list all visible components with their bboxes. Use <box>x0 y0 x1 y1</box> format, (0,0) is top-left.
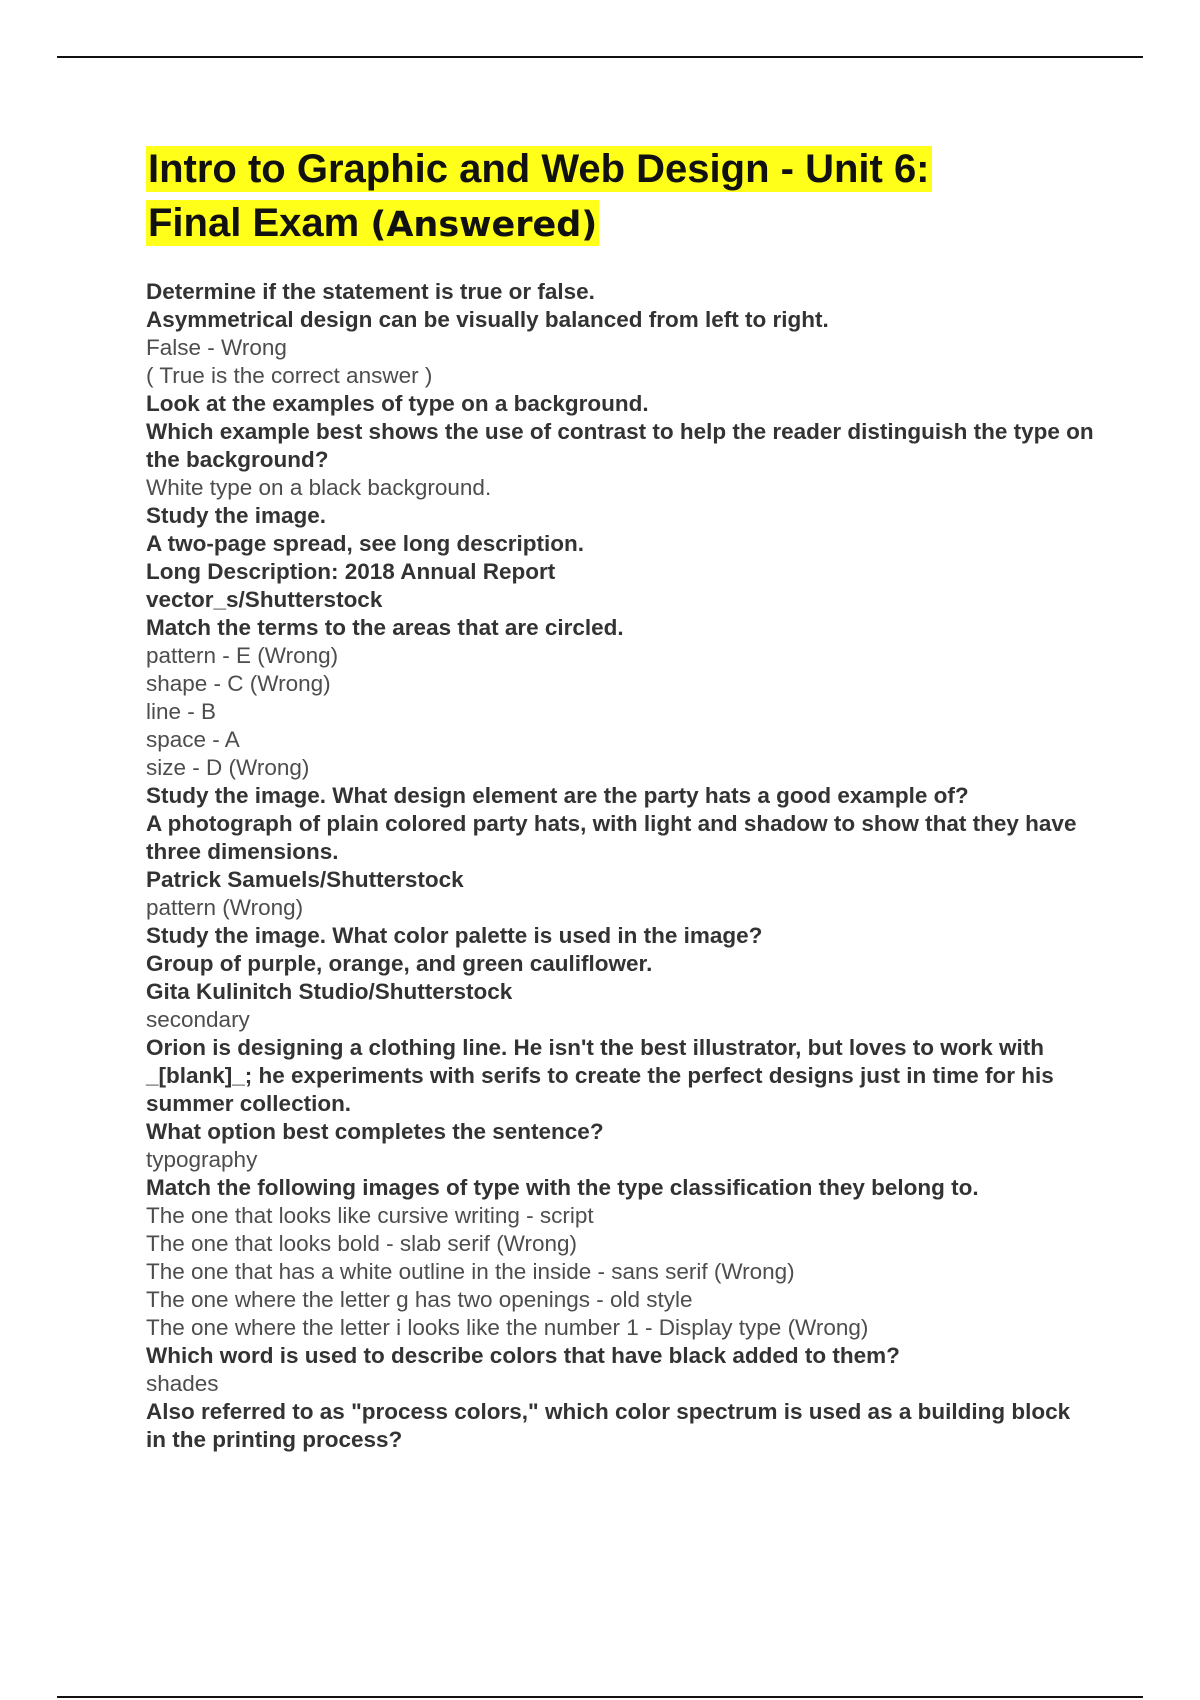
title-main: Final Exam <box>148 201 360 245</box>
question-line: Which example best shows the use of contrast to help the reader distinguish the type on the background? <box>146 419 1100 472</box>
question-line: Gita Kulinitch Studio/Shutterstock <box>146 979 513 1004</box>
question-line: Asymmetrical design can be visually balanced from left to right. <box>146 307 829 332</box>
answer-line: False - Wrong <box>146 335 287 360</box>
question-line: Match the following images of type with the type classification they belong to. <box>146 1175 979 1200</box>
question-line: Match the terms to the areas that are circled. <box>146 615 624 640</box>
answer-line: pattern (Wrong) <box>146 895 304 920</box>
question-line: What option best completes the sentence? <box>146 1119 604 1144</box>
question-line: Long Description: 2018 Annual Report <box>146 559 556 584</box>
question-line: Which word is used to describe colors that have black added to them? <box>146 1343 900 1368</box>
question-line: Also referred to as "process colors," which color spectrum is used as a building block in the printing process? <box>146 1399 1077 1452</box>
question-line: Orion is designing a clothing line. He isn't the best illustrator, but loves to work with _[blank]_; he experiments with serifs to create the perfect designs just in time for his summer collection. <box>146 1035 1060 1116</box>
answer-line: size - D (Wrong) <box>146 755 310 780</box>
answer-line: space - A <box>146 727 240 752</box>
answer-line: shades <box>146 1371 219 1396</box>
title-highlight-1: Intro to Graphic and Web Design - Unit 6: <box>148 147 930 191</box>
question-line: Look at the examples of type on a background. <box>146 391 649 416</box>
answer-line: line - B <box>146 699 217 724</box>
question-line: vector_s/Shutterstock <box>146 587 383 612</box>
question-line: A photograph of plain colored party hats, with light and shadow to show that they have three dimensions. <box>146 811 1083 864</box>
question-line: Study the image. <box>146 503 327 528</box>
answer-line: secondary <box>146 1007 250 1032</box>
document-title <box>146 142 1106 252</box>
answer-line: White type on a black background. <box>146 475 492 500</box>
answer-line: The one where the letter i looks like the number 1 - Display type (Wrong) <box>146 1315 869 1340</box>
title-line-2 <box>146 196 1106 252</box>
answer-line: The one that looks bold - slab serif (Wrong) <box>146 1231 578 1256</box>
footer-rule <box>57 1696 1143 1698</box>
question-line: Group of purple, orange, and green cauliflower. <box>146 951 653 976</box>
question-line: Patrick Samuels/Shutterstock <box>146 867 464 892</box>
title-line-1 <box>146 142 1106 196</box>
answer-line: The one where the letter g has two openings - old style <box>146 1287 693 1312</box>
title-highlight-2 <box>146 200 599 246</box>
answer-line: The one that has a white outline in the inside - sans serif (Wrong) <box>146 1259 795 1284</box>
answer-line: shape - C (Wrong) <box>146 671 331 696</box>
answer-line: typography <box>146 1147 258 1172</box>
question-line: Determine if the statement is true or false. <box>146 279 595 304</box>
qa-content <box>146 278 1100 1454</box>
answer-line: ( True is the correct answer ) <box>146 363 433 388</box>
header-rule <box>57 56 1143 58</box>
question-line: Study the image. What design element are the party hats a good example of? <box>146 783 969 808</box>
answer-line: pattern - E (Wrong) <box>146 643 339 668</box>
question-line: A two-page spread, see long description. <box>146 531 584 556</box>
title-suffix: (Answered) <box>370 205 598 245</box>
question-line: Study the image. What color palette is used in the image? <box>146 923 763 948</box>
answer-line: The one that looks like cursive writing - script <box>146 1203 594 1228</box>
